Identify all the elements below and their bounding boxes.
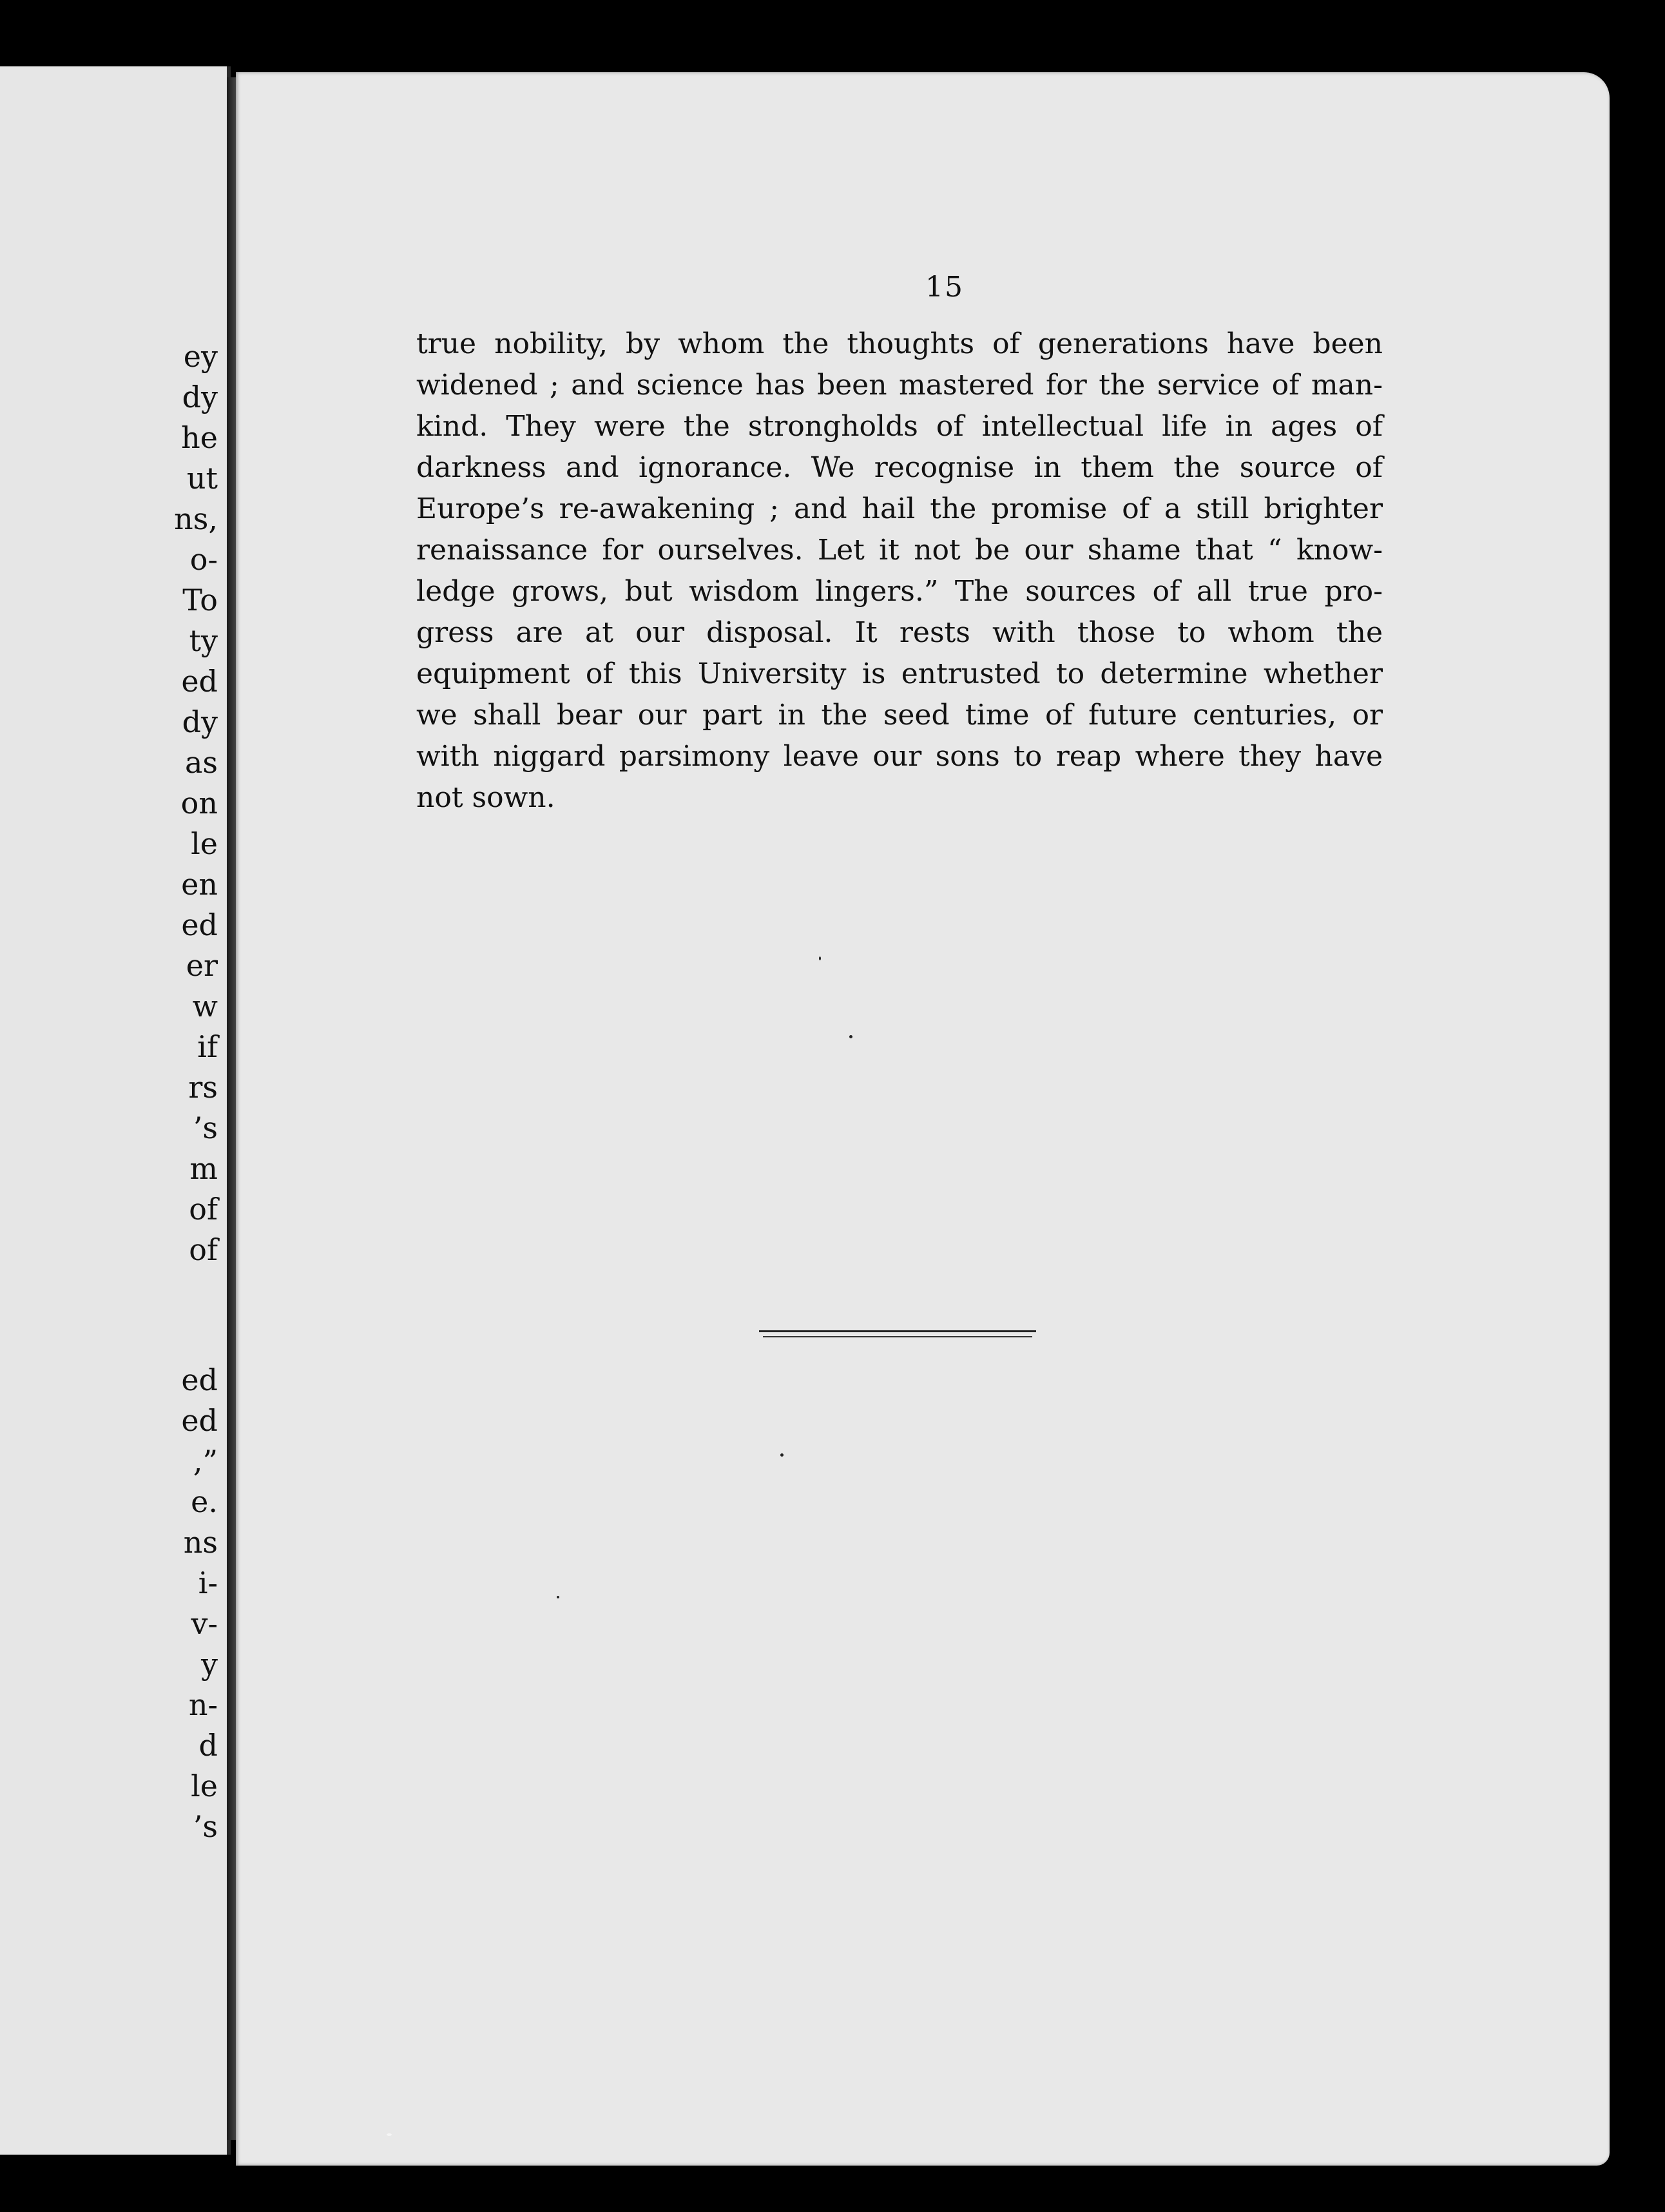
left-fragment: ns, bbox=[174, 501, 218, 536]
text-line: darkness and ignorance. We recognise in them the source of bbox=[416, 451, 1383, 484]
left-fragment: rs bbox=[188, 1070, 218, 1105]
left-fragment: as bbox=[184, 745, 218, 780]
text-line: Europe’s re-awakening ; and hail the promise of a still brighter bbox=[416, 492, 1383, 525]
dust-speck bbox=[557, 1596, 559, 1598]
text-line: with niggard parsimony leave our sons to reap where they have bbox=[416, 740, 1383, 773]
left-fragment: e. bbox=[191, 1484, 218, 1519]
left-fragment: dy bbox=[182, 704, 218, 739]
left-fragment: n- bbox=[188, 1687, 218, 1722]
left-fragment: ed bbox=[181, 664, 218, 699]
text-line: renaissance for ourselves. Let it not be our shame that “ know- bbox=[416, 534, 1383, 567]
left-fragment: er bbox=[186, 948, 218, 983]
left-fragment: ed bbox=[181, 907, 218, 942]
left-fragment: o- bbox=[189, 542, 218, 577]
page-number: 15 bbox=[925, 271, 964, 304]
left-fragment: he bbox=[181, 420, 218, 455]
text-line: true nobility, by whom the thoughts of generations have been bbox=[416, 327, 1383, 360]
left-fragment: ’s bbox=[193, 1809, 218, 1844]
text-line: gress are at our disposal. It rests with those to whom the bbox=[416, 616, 1383, 649]
left-fragment: d bbox=[198, 1728, 218, 1763]
left-fragment: le bbox=[191, 1769, 218, 1803]
left-fragment: ed bbox=[181, 1403, 218, 1438]
double-rule-ornament bbox=[759, 1330, 1036, 1339]
left-fragment: y bbox=[201, 1647, 218, 1682]
body-paragraph bbox=[416, 324, 1383, 819]
dust-speck bbox=[819, 956, 821, 960]
left-fragment: le bbox=[191, 826, 218, 861]
text-line: widened ; and science has been mastered for the service of man- bbox=[416, 369, 1383, 402]
dust-speck bbox=[849, 1035, 852, 1038]
left-fragment: ’s bbox=[193, 1111, 218, 1145]
text-line: ledge grows, but wisdom lingers.” The sources of all true pro- bbox=[416, 575, 1383, 608]
paper-mark bbox=[387, 2133, 392, 2136]
left-fragment: ey bbox=[183, 339, 218, 374]
left-fragment: m bbox=[189, 1151, 218, 1186]
left-fragment: ty bbox=[189, 623, 218, 658]
right-page bbox=[236, 72, 1610, 2166]
text-line: equipment of this University is entrusted to determine whether bbox=[416, 657, 1383, 690]
left-fragment: on bbox=[180, 786, 218, 820]
left-fragment: dy bbox=[182, 380, 218, 414]
left-fragment: v- bbox=[191, 1606, 218, 1641]
text-line: kind. They were the strongholds of intellectual life in ages of bbox=[416, 410, 1383, 443]
left-fragment: i- bbox=[198, 1566, 218, 1600]
left-fragment: w bbox=[192, 989, 218, 1024]
left-fragment: if bbox=[197, 1029, 218, 1064]
left-fragment: To bbox=[182, 583, 218, 617]
dust-speck bbox=[780, 1453, 784, 1457]
text-line: we shall bear our part in the seed time of future centuries, or bbox=[416, 699, 1383, 732]
text-line: not sown. bbox=[416, 781, 555, 814]
left-fragment: ns bbox=[183, 1525, 218, 1560]
left-fragment: of bbox=[189, 1232, 218, 1267]
left-fragment: ,” bbox=[193, 1444, 218, 1479]
left-fragment: ut bbox=[186, 461, 218, 496]
rule-line bbox=[759, 1330, 1036, 1332]
left-page-edge bbox=[0, 66, 231, 2155]
rule-line bbox=[763, 1336, 1032, 1337]
left-fragment: of bbox=[189, 1192, 218, 1227]
left-fragment: ed bbox=[181, 1363, 218, 1397]
left-fragment: en bbox=[181, 867, 218, 902]
